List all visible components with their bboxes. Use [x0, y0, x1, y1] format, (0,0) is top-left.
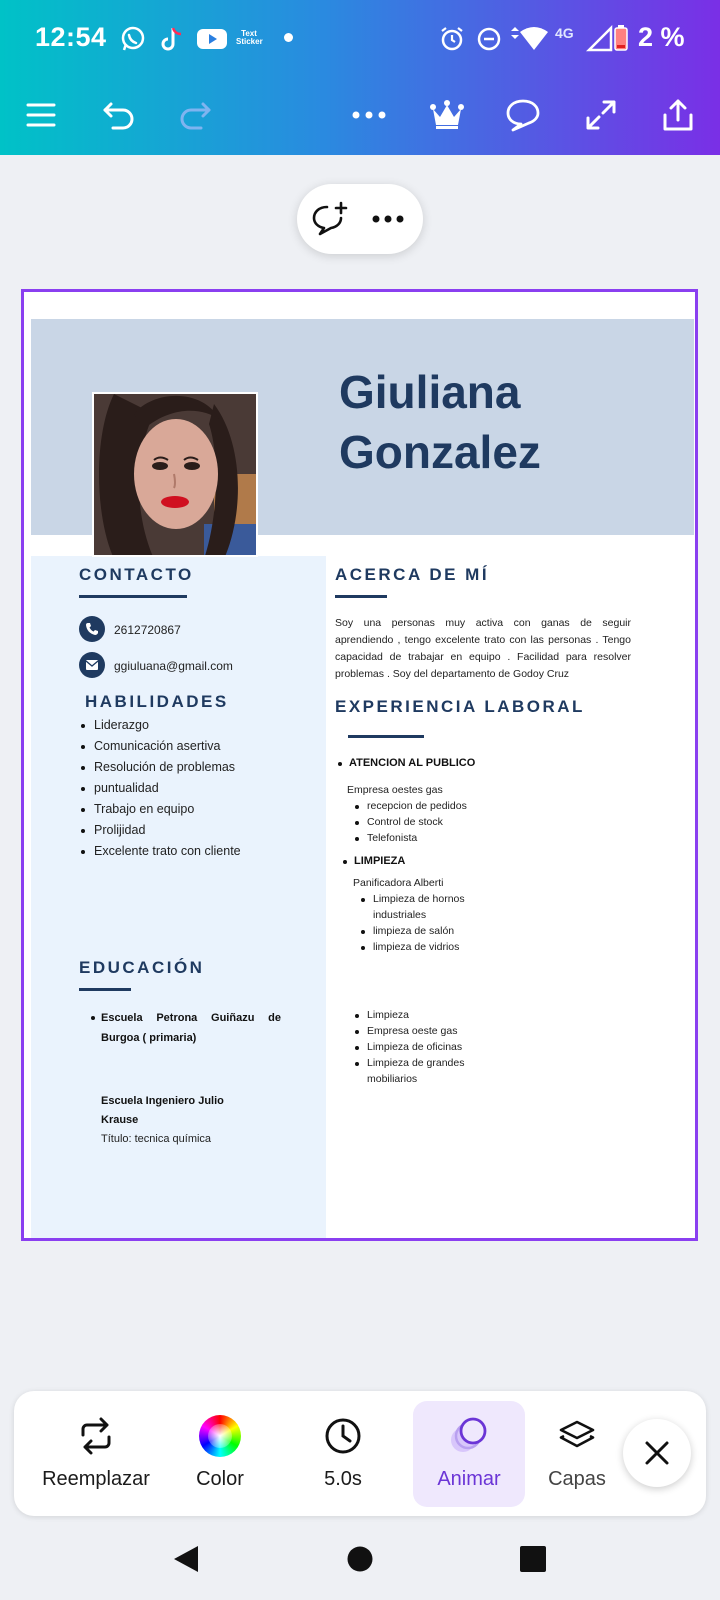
- comment-icon: [505, 98, 541, 132]
- youtube-icon: [195, 24, 229, 54]
- duration-button[interactable]: [287, 1401, 399, 1507]
- battery-icon: [612, 24, 630, 54]
- list-item: Limpieza de grandes mobiliarios: [355, 1055, 495, 1087]
- job1-tasks: [355, 798, 467, 846]
- portrait-image: [94, 394, 258, 557]
- list-item: Control de stock: [355, 814, 467, 830]
- top-bar: [0, 0, 720, 155]
- phone-number[interactable]: 2612720867: [114, 623, 181, 637]
- first-name: Giuliana: [339, 366, 521, 418]
- email-icon: [79, 652, 105, 678]
- about-heading: ACERCA DE MÍ: [335, 565, 490, 584]
- color-button[interactable]: [164, 1401, 276, 1507]
- tiktok-icon: [157, 24, 187, 54]
- job2-tasks: [361, 891, 491, 955]
- school-secondary: [101, 1092, 224, 1130]
- replace-button[interactable]: [40, 1401, 152, 1507]
- menu-button[interactable]: [18, 92, 64, 138]
- phone-icon: [79, 616, 105, 642]
- full-name: [339, 362, 541, 482]
- resume-page[interactable]: [21, 289, 698, 1241]
- animate-icon: [449, 1416, 489, 1456]
- bottom-action-bar: [14, 1391, 706, 1516]
- editor-toolbar: [0, 80, 720, 150]
- duration-label: 5.0s: [324, 1468, 362, 1490]
- status-time: 12:54: [35, 22, 107, 52]
- network-type: 4G: [555, 25, 574, 41]
- recents-button[interactable]: [513, 1539, 553, 1579]
- clock-icon: [324, 1417, 362, 1455]
- element-context-pill: [297, 184, 423, 254]
- fullscreen-icon: [585, 99, 617, 131]
- pill-more-button[interactable]: [365, 196, 411, 242]
- more-icon: [371, 214, 405, 224]
- list-item: Liderazgo: [81, 715, 241, 736]
- notification-dot: [284, 33, 293, 42]
- wifi-icon: [508, 24, 548, 54]
- list-item: Limpieza de hornos industriales: [361, 891, 491, 923]
- comment-button[interactable]: [500, 92, 546, 138]
- list-item: Resolución de problemas: [81, 757, 241, 778]
- premium-button[interactable]: [424, 92, 470, 138]
- list-item: Excelente trato con cliente: [81, 841, 241, 862]
- education-heading: EDUCACIÓN: [79, 958, 205, 977]
- alarm-icon: [437, 24, 467, 54]
- text-sticker-icon: Text Sticker: [236, 29, 263, 46]
- whatsapp-icon: [118, 24, 148, 54]
- share-button[interactable]: [655, 92, 701, 138]
- job2-title: LIMPIEZA: [354, 855, 406, 867]
- list-item: Limpieza de oficinas: [355, 1039, 495, 1055]
- layers-button[interactable]: [532, 1401, 622, 1507]
- job1-company: Empresa oestes gas: [347, 784, 443, 796]
- education-rule: [79, 988, 131, 991]
- close-icon: [643, 1439, 671, 1467]
- experience-heading: EXPERIENCIA LABORAL: [335, 697, 585, 716]
- close-button[interactable]: [623, 1419, 691, 1487]
- back-icon: [172, 1544, 200, 1574]
- recents-icon: [519, 1545, 547, 1573]
- battery-percent: 2 %: [638, 22, 685, 52]
- more-options-button[interactable]: [346, 92, 392, 138]
- list-item: limpieza de vidrios: [361, 939, 491, 955]
- school-secondary-line2: Krause: [101, 1114, 139, 1126]
- share-icon: [661, 98, 695, 132]
- list-item: Telefonista: [355, 830, 467, 846]
- contact-rule: [79, 595, 187, 598]
- list-item: limpieza de salón: [361, 923, 491, 939]
- layers-label: Capas: [548, 1468, 606, 1490]
- experience-rule: [348, 735, 424, 738]
- list-item: Trabajo en equipo: [81, 799, 241, 820]
- about-text: Soy una personas muy activa con ganas de seguir aprendiendo , tengo excelente trato con las personas . Tengo capacidad de trabajar en equipo . Facilidad para resolver problemas . Soy del departamento de Godoy Cruz: [335, 617, 631, 680]
- home-button[interactable]: [340, 1539, 380, 1579]
- profile-photo[interactable]: [92, 392, 258, 557]
- home-icon: [346, 1545, 374, 1573]
- add-comment-button[interactable]: [307, 196, 353, 242]
- status-bar: [0, 0, 720, 78]
- more-icon: [351, 110, 387, 120]
- layers-icon: [558, 1419, 596, 1453]
- animate-button[interactable]: [413, 1401, 525, 1507]
- job1-title: ATENCION AL PUBLICO: [349, 757, 476, 769]
- dnd-icon: [474, 24, 504, 54]
- contact-heading: CONTACTO: [79, 565, 194, 584]
- list-item: Comunicación asertiva: [81, 736, 241, 757]
- crown-icon: [429, 99, 465, 131]
- signal-icon: [585, 24, 615, 54]
- undo-button[interactable]: [96, 92, 142, 138]
- skills-heading: HABILIDADES: [85, 692, 229, 711]
- replace-icon: [77, 1417, 115, 1455]
- replace-label: Reemplazar: [42, 1468, 150, 1490]
- list-item: Limpieza: [355, 1007, 495, 1023]
- job2-company: Panificadora Alberti: [353, 877, 444, 889]
- school-primary: Escuela Petrona Guiñazu de Burgoa ( primaria): [101, 1008, 281, 1048]
- color-wheel-icon: [199, 1415, 241, 1457]
- list-item: Empresa oeste gas: [355, 1023, 495, 1039]
- back-button[interactable]: [166, 1539, 206, 1579]
- fullscreen-button[interactable]: [578, 92, 624, 138]
- undo-icon: [101, 100, 137, 130]
- skills-list: [81, 715, 241, 862]
- last-name: Gonzalez: [339, 426, 541, 478]
- menu-icon: [25, 101, 57, 129]
- degree-title: Título: tecnica química: [101, 1133, 212, 1145]
- redo-button[interactable]: [172, 92, 218, 138]
- email-address[interactable]: ggiuluana@gmail.com: [114, 659, 233, 673]
- color-label: Color: [196, 1468, 244, 1490]
- about-rule: [335, 595, 387, 598]
- redo-icon: [177, 100, 213, 130]
- android-nav-bar: [0, 1525, 720, 1600]
- add-comment-icon: [311, 201, 349, 237]
- list-item: recepcion de pedidos: [355, 798, 467, 814]
- list-item: Prolijidad: [81, 820, 241, 841]
- list-item: puntualidad: [81, 778, 241, 799]
- extra-tasks: [355, 1007, 495, 1087]
- school-secondary-line1: Escuela Ingeniero Julio: [101, 1095, 224, 1107]
- animate-label: Animar: [437, 1468, 501, 1490]
